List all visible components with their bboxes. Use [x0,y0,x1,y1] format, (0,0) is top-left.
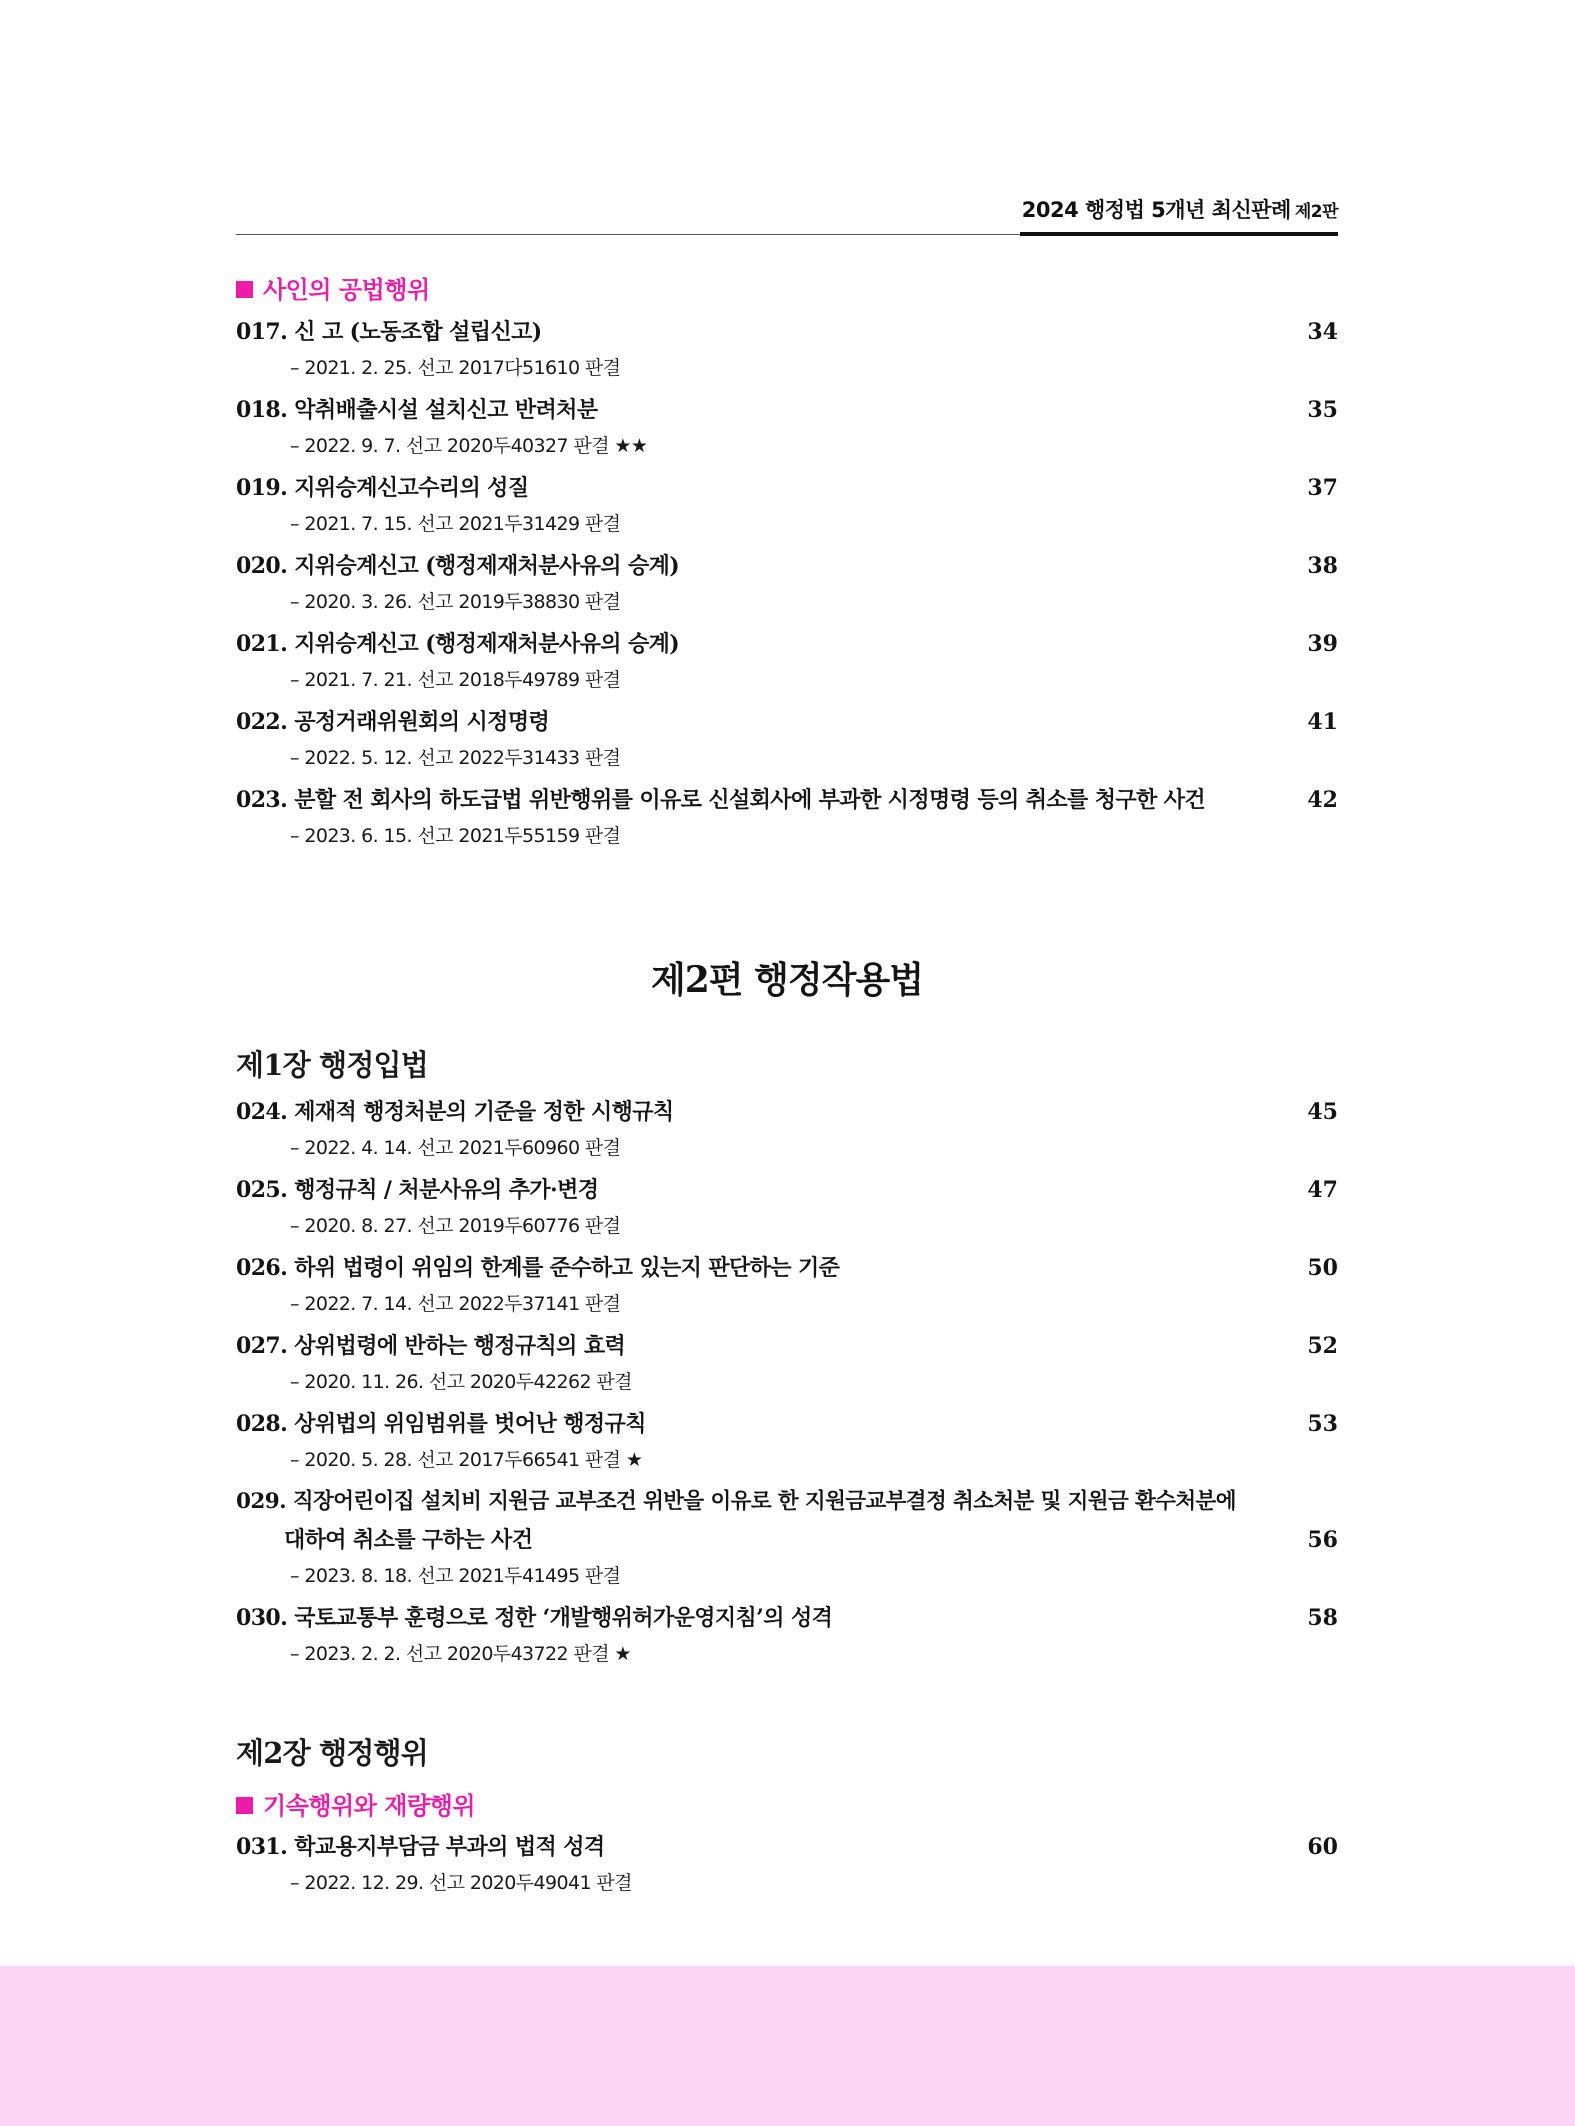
toc-entry-030[interactable] [236,1603,1338,1667]
category-label: 기속행위와 재량행위 [263,1792,476,1820]
entry-title: 023. 분할 전 회사의 하도급법 위반행위를 이유로 신설회사에 부과한 시정명령 등의 취소를 청구한 사건 [236,787,1206,813]
toc-entry-017[interactable] [236,317,1338,381]
entry-case: – 2023. 8. 18. 선고 2021두41495 판결 [290,1565,621,1587]
footer-color-band [0,1966,1575,2126]
square-bullet-icon [236,281,253,298]
entry-title: 030. 국토교통부 훈령으로 정한 ‘개발행위허가운영지침’의 성격 [236,1605,833,1631]
entry-page-number: 58 [1307,1605,1338,1631]
entry-title: 024. 제재적 행정처분의 기준을 정한 시행규칙 [236,1099,674,1125]
entry-title: 018. 악취배출시설 설치신고 반려처분 [236,397,598,423]
entry-case: – 2022. 5. 12. 선고 2022두31433 판결 [290,747,621,769]
entry-page-number: 47 [1307,1177,1338,1203]
entry-page-number: 34 [1307,319,1338,345]
entry-case: – 2020. 3. 26. 선고 2019두38830 판결 [290,591,621,613]
entry-page-number: 37 [1307,475,1338,501]
category-label: 사인의 공법행위 [263,276,430,304]
entry-page-number: 50 [1307,1255,1338,1281]
book-title-text: 2024 행정법 5개년 최신판례 [1021,198,1291,222]
entry-title: 027. 상위법령에 반하는 행정규칙의 효력 [236,1333,626,1359]
toc-entry-028[interactable] [236,1409,1338,1473]
entry-title: 021. 지위승계신고 (행정제재처분사유의 승계) [236,631,680,657]
toc-entry-022[interactable] [236,707,1338,771]
entry-title-continuation: 대하여 취소를 구하는 사건 [284,1527,533,1553]
book-title [1022,194,1338,224]
entry-page-number: 60 [1307,1834,1338,1860]
entry-title: 020. 지위승계신고 (행정제재처분사유의 승계) [236,553,680,579]
entry-page-number: 52 [1307,1333,1338,1359]
toc-entry-031[interactable] [236,1832,1338,1896]
entry-case: – 2022. 12. 29. 선고 2020두49041 판결 [290,1872,632,1894]
entry-title: 026. 하위 법령이 위임의 한계를 준수하고 있는지 판단하는 기준 [236,1255,840,1281]
entry-page-number: 39 [1307,631,1338,657]
entry-page-number: 41 [1307,709,1338,735]
toc-entry-023[interactable] [236,785,1338,849]
entry-case: – 2020. 8. 27. 선고 2019두60776 판결 [290,1215,621,1237]
entry-title: 022. 공정거래위원회의 시정명령 [236,709,550,735]
square-bullet-icon [236,1797,253,1814]
entry-title: 017. 신 고 (노동조합 설립신고) [236,319,542,345]
entry-title: 025. 행정규칙 / 처분사유의 추가·변경 [236,1177,599,1203]
header-rule-accent [1020,232,1338,236]
toc-entry-019[interactable] [236,473,1338,537]
chapter-title-1: 제1장 행정입법 [236,1048,428,1082]
entry-page-number: 56 [1307,1527,1338,1553]
entry-case: – 2023. 2. 2. 선고 2020두43722 판결 ★ [290,1643,631,1665]
entry-case: – 2020. 11. 26. 선고 2020두42262 판결 [290,1371,632,1393]
entry-title: 028. 상위법의 위임범위를 벗어난 행정규칙 [236,1411,646,1437]
entry-title: 019. 지위승계신고수리의 성질 [236,475,529,501]
entry-case: – 2020. 5. 28. 선고 2017두66541 판결 ★ [290,1449,643,1471]
toc-entry-025[interactable] [236,1175,1338,1239]
entry-case: – 2021. 7. 15. 선고 2021두31429 판결 [290,513,621,535]
running-header [236,192,1338,238]
part-title: 제2편 행정작용법 [650,959,923,1001]
category-heading-discretion [236,1786,475,1821]
entry-page-number: 53 [1307,1411,1338,1437]
book-edition: 제2판 [1294,202,1338,222]
entry-page-number: 35 [1307,397,1338,423]
toc-entry-020[interactable] [236,551,1338,615]
toc-entry-029[interactable] [236,1487,1338,1589]
entry-case: – 2022. 9. 7. 선고 2020두40327 판결 ★★ [290,435,648,457]
entry-case: – 2022. 7. 14. 선고 2022두37141 판결 [290,1293,621,1315]
entry-case: – 2021. 2. 25. 선고 2017다51610 판결 [290,357,621,379]
entry-page-number: 38 [1307,553,1338,579]
toc-entry-027[interactable] [236,1331,1338,1395]
entry-title: 031. 학교용지부담금 부과의 법적 성격 [236,1834,605,1860]
toc-entry-026[interactable] [236,1253,1338,1317]
entry-case: – 2022. 4. 14. 선고 2021두60960 판결 [290,1137,621,1159]
entry-title: 029. 직장어린이집 설치비 지원금 교부조건 위반을 이유로 한 지원금교부결정 취소처분 및 지원금 환수처분에 [236,1489,1236,1514]
category-heading-private-acts [236,270,430,305]
chapter-title-2: 제2장 행정행위 [236,1736,428,1770]
toc-entry-024[interactable] [236,1097,1338,1161]
entry-page-number: 45 [1307,1099,1338,1125]
entry-page-number: 42 [1307,787,1338,813]
entry-case: – 2023. 6. 15. 선고 2021두55159 판결 [290,825,621,847]
toc-entry-021[interactable] [236,629,1338,693]
toc-entry-018[interactable] [236,395,1338,459]
entry-case: – 2021. 7. 21. 선고 2018두49789 판결 [290,669,621,691]
